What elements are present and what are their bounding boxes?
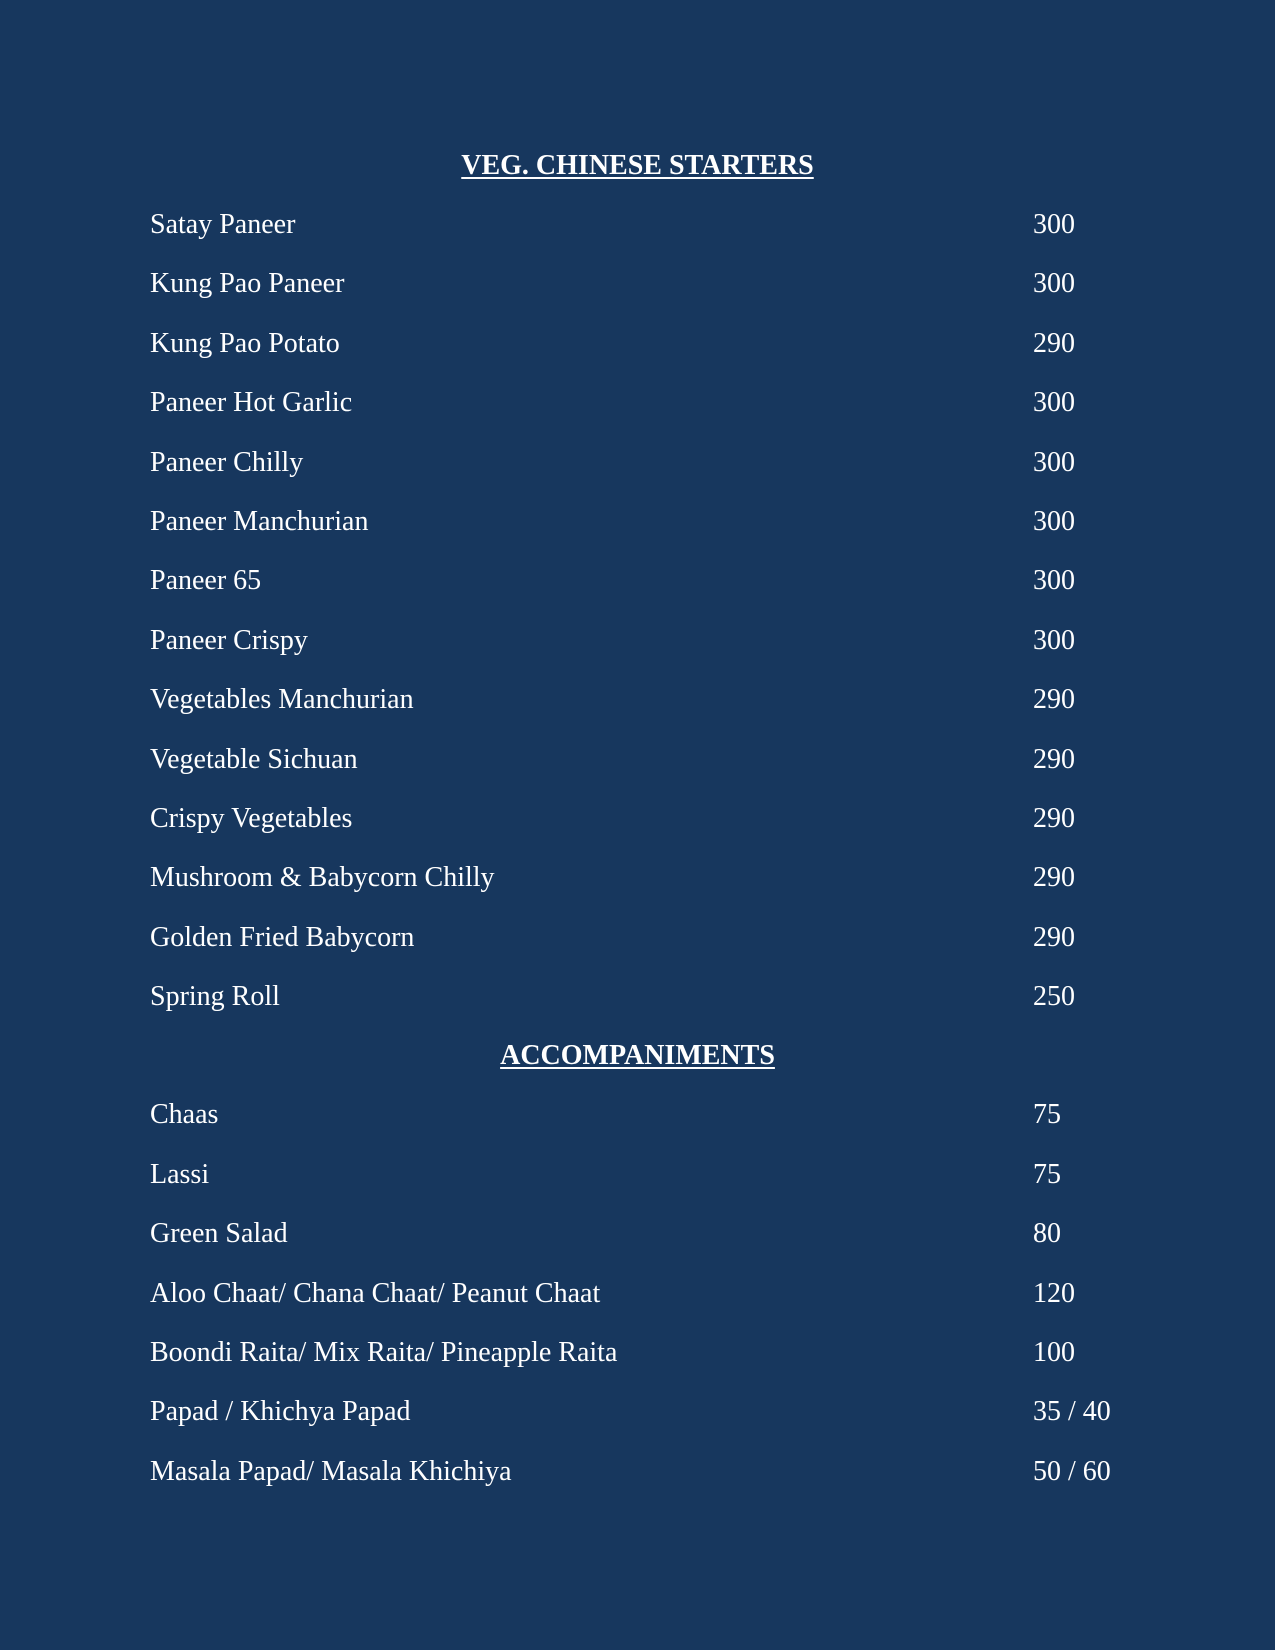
- item-price: 300: [1033, 446, 1075, 478]
- menu-item: [0, 1331, 1275, 1390]
- section-accompaniments: [0, 1034, 1275, 1509]
- item-name: Golden Fried Babycorn: [150, 921, 415, 953]
- item-name: Papad / Khichya Papad: [150, 1396, 411, 1428]
- item-list: [0, 203, 1275, 1034]
- item-price: 290: [1033, 327, 1075, 359]
- item-price: 75: [1033, 1099, 1061, 1131]
- menu-item: [0, 1212, 1275, 1271]
- menu-item: [0, 1272, 1275, 1331]
- section-veg-chinese-starters: [0, 144, 1275, 1034]
- item-name: Paneer 65: [150, 565, 262, 597]
- item-list: [0, 1093, 1275, 1509]
- item-price: 300: [1033, 268, 1075, 300]
- menu-item: [0, 678, 1275, 737]
- item-name: Boondi Raita/ Mix Raita/ Pineapple Raita: [150, 1337, 618, 1369]
- section-title: VEG. CHINESE STARTERS: [461, 150, 814, 181]
- item-name: Vegetable Sichuan: [150, 743, 358, 775]
- item-price: 290: [1033, 802, 1075, 834]
- item-price: 290: [1033, 862, 1075, 894]
- menu-item: [0, 916, 1275, 975]
- menu-item: [0, 559, 1275, 618]
- menu-item: [0, 797, 1275, 856]
- item-name: Paneer Hot Garlic: [150, 387, 353, 419]
- item-name: Vegetables Manchurian: [150, 684, 414, 716]
- item-price: 290: [1033, 684, 1075, 716]
- item-name: Kung Pao Potato: [150, 327, 340, 359]
- item-price: 35 / 40: [1033, 1396, 1111, 1428]
- item-name: Aloo Chaat/ Chana Chaat/ Peanut Chaat: [150, 1277, 601, 1309]
- item-price: 250: [1033, 981, 1075, 1013]
- item-name: Paneer Chilly: [150, 446, 304, 478]
- item-name: Masala Papad/ Masala Khichiya: [150, 1455, 512, 1487]
- item-name: Mushroom & Babycorn Chilly: [150, 862, 495, 894]
- item-price: 120: [1033, 1277, 1075, 1309]
- item-name: Spring Roll: [150, 981, 280, 1013]
- item-name: Paneer Crispy: [150, 624, 308, 656]
- item-price: 290: [1033, 743, 1075, 775]
- menu-item: [0, 441, 1275, 500]
- item-price: 75: [1033, 1158, 1061, 1190]
- menu-item: [0, 322, 1275, 381]
- menu-item: [0, 1450, 1275, 1509]
- item-price: 300: [1033, 209, 1075, 240]
- menu-item: [0, 1093, 1275, 1152]
- item-price: 100: [1033, 1337, 1075, 1369]
- menu-item: [0, 203, 1275, 262]
- section-title: ACCOMPANIMENTS: [500, 1040, 775, 1072]
- menu-item: [0, 381, 1275, 440]
- menu-item: [0, 856, 1275, 915]
- menu-item: [0, 1390, 1275, 1449]
- item-price: 50 / 60: [1033, 1455, 1111, 1487]
- item-name: Green Salad: [150, 1218, 288, 1250]
- item-price: 300: [1033, 505, 1075, 537]
- item-price: 80: [1033, 1218, 1061, 1250]
- menu-item: [0, 500, 1275, 559]
- item-name: Paneer Manchurian: [150, 505, 369, 537]
- menu-item: [0, 738, 1275, 797]
- item-price: 300: [1033, 387, 1075, 419]
- item-price: 290: [1033, 921, 1075, 953]
- item-price: 300: [1033, 565, 1075, 597]
- menu-item: [0, 262, 1275, 321]
- menu-item: [0, 975, 1275, 1034]
- menu-item: [0, 619, 1275, 678]
- item-name: Kung Pao Paneer: [150, 268, 345, 300]
- item-name: Chaas: [150, 1099, 219, 1131]
- menu-item: [0, 1153, 1275, 1212]
- item-name: Lassi: [150, 1158, 210, 1190]
- item-price: 300: [1033, 624, 1075, 656]
- item-name: Satay Paneer: [150, 209, 296, 240]
- item-name: Crispy Vegetables: [150, 802, 353, 834]
